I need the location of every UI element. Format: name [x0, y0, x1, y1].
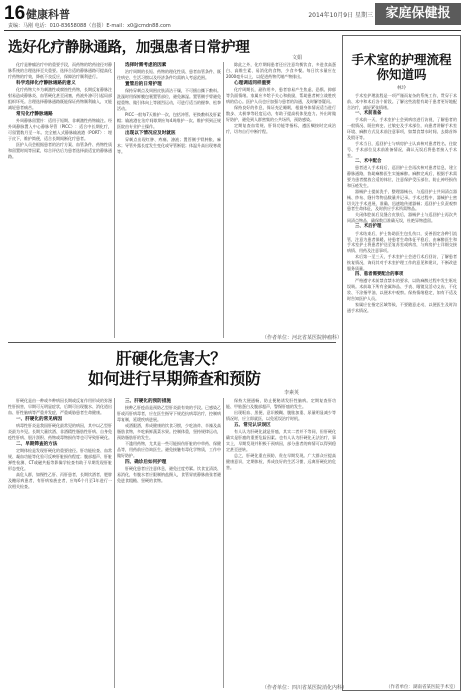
- paragraph: 手术当日，巡回护士与病房护士认真核对患者姓名、住院号、手术部位及术前准备情况，确认无误后将患者接入手术室。: [347, 140, 457, 158]
- subheading: 常见化疗静脉通路: [16, 112, 53, 117]
- paragraph: 除此之外，化疗期间患者还应注意均衡饮食，多进食高蛋白、高维生素、易消化的食物，少食多餐。每日饮水量应在2000毫升以上，以促进药物代谢产物排出。: [226, 62, 336, 79]
- article1-credit: （作者单位：河北省某医院肿瘤科）: [262, 335, 343, 341]
- paragraph: 术后第一至三天，手术室护士会进行术后回访，了解患者恢复情况，询问其对手术室护理工作的意见和建议，不断改进服务质量。: [347, 254, 457, 272]
- paragraph: 保持良好的作息，保证充足睡眠，根据身体情况适当进行散步、太极拳等轻度运动，有助于提高机体免疫力。外出时做好防护，避免到人群密集的公共场所，预防感染。: [226, 105, 336, 122]
- article1-column-3: [226, 62, 336, 332]
- column-divider: [114, 398, 115, 688]
- column-divider: [223, 398, 224, 688]
- paragraph: 科学选择化疗静脉通路的意义 化疗药物大多为刺激性或腐蚀性药物，长期反复静脉注射易造成静脉炎、血管硬化甚至闭塞，药液外渗可引起局部组织坏死。合理选择静脉通路既能保证药物顺利输入，又能减轻患者痛苦。: [8, 81, 112, 110]
- paragraph: 定期复查血常规、肝肾功能等指标，遵医嘱按时完成治疗，切勿自行中断疗程。: [226, 123, 336, 134]
- paragraph: 常见化疗静脉通路 外周静脉留置针：适用于短期、非刺激性药物输注。经外周静脉置入中心静脉导管（PICC）：适合中长期化疗，可留置数月至一年。完全植入式静脉输液港（PORT）：埋于皮下，维护简便，适合长期间断化疗患者。: [8, 112, 112, 141]
- paragraph: 关闭体腔前后及缝合皮肤后，器械护士与巡回护士再次共同清点物品，确保数目准确无误，杜绝异物遗留。: [347, 212, 457, 224]
- paragraph: 戒酒限酒，养成健康的饮食习惯，少吃油炸、辛辣及高脂肪食物，多吃新鲜蔬菜水果。控制体重，坚持规律运动，预防脂肪肝的发生。: [117, 423, 221, 440]
- paragraph: 一、肝硬化的常见病因 病毒性肝炎是我国肝硬化最常见的病因，其中以乙型肝炎最为多见。长期大量饮酒、非酒精性脂肪性肝病、自身免疫性肝病、胆汁淤积、药物或毒物损伤等也可导致肝硬化。: [8, 417, 112, 440]
- paragraph: 不滥用药物，尤其是一些可能损伤肝脏的中草药、保健品等，用药前应咨询医生。避免接触有毒化学物质，工作中做好防护。: [117, 441, 221, 458]
- subheading: 科学选择化疗静脉通路的意义: [16, 81, 76, 86]
- sidebar-title: [345, 52, 458, 82]
- subheading: 二、早期筛查的方法: [16, 442, 58, 447]
- paragraph: 保持大便通畅，防止便秘诱发肝性脑病。定期复查肝功能、甲胎蛋白及腹部超声，警惕肝癌的发生。: [226, 398, 336, 409]
- subheading: 二、术中配合: [355, 158, 382, 164]
- paragraph: 出现呕血、黑便、意识模糊、腹胀加重、尿量明显减少等情况时，应立即就医，以免延误治疗时机。: [226, 410, 336, 421]
- subheading: 置管后的日常护理: [125, 82, 162, 87]
- subheading: 选择时需考虑的因素: [125, 63, 167, 68]
- paragraph: 二、早期筛查的方法 定期体检是发现肝硬化的重要途径。肝功能检查、血常规、凝血功能等化验可反映肝脏损伤程度；腹部超声、肝脏弹性检测、CT或磁共振等影像学检查有助于早期发现肝脏形态变化。: [8, 442, 112, 471]
- sidebar-credit: （作者单位：湖南省某医院手术室）: [386, 685, 458, 690]
- paragraph: PICC一般每7天维护一次，包括冲管、更换敷料及肝素帽；输液港在治疗间歇期应每4周维护一次。维护须到正规医院由专业护士操作。: [117, 112, 221, 129]
- paragraph: 出现以下情况应及时就医 穿刺点出现红肿、疼痛、渗液；置管侧手臂肿胀、麻木；导管外露长度发生变化或导管断裂；体温升高出现寒战等。: [117, 131, 221, 154]
- paragraph: 四、患者需要配合的事项 严格遵守术前禁食禁水的要求，以防麻醉过程中发生呕吐误吸。术前取下所有金属饰品、手表、眼镜及活动义齿，不化妆、不涂指甲油，以便术中观察。保持情绪稳定，如有不适及时告知医护人员。: [347, 271, 457, 302]
- article-divider: [8, 342, 336, 343]
- article1-column-1: [8, 62, 112, 338]
- paragraph: 五、常见认识误区 有人认为肝硬化就是肝癌，其实二者并不等同，但肝硬化确实是肝癌的重要危险因素。也有人认为肝硬化无法治疗，事实上，早期发现并积极干预病因，部分患者的病情可以得到稳定甚至逆转。: [226, 423, 336, 452]
- page-header: [4, 3, 461, 31]
- subheading: 四、确诊后如何护理: [125, 460, 167, 465]
- paragraph: 置管后的日常护理 保持穿刺点及周围皮肤清洁干燥，不可擅自撕下敷料。洗澡时用保鲜膜包裹置管部位，避免淋湿。置管侧手臂避免提重物、做引体向上等剧烈运动，可进行适当的握拳、松拳活动。: [117, 82, 221, 111]
- paragraph: 肝硬化是由一种或多种病因长期或反复作用形成的弥漫性肝损害，早期可无明显症状，后期可出现腹水、消化道出血、肝性脑病等严重并发症，严重威胁患者生命健康。: [8, 398, 112, 415]
- page-number: 16: [4, 3, 26, 24]
- column-divider: [223, 62, 224, 338]
- paragraph: 手术室护理流程是一项严谨而复杂的系统工作，贯穿于术前、术中和术后各个阶段。了解这些流程有助于患者更好地配合治疗，减轻紧张情绪。: [347, 93, 457, 110]
- article1-author: 文娟: [292, 55, 303, 61]
- article2-title-line2: 如何进行早期筛查和预防: [88, 369, 261, 388]
- paragraph: 四、确诊后如何护理 肝硬化患者应注意休息，避免过度劳累。饮食宜清淡、易消化，有腹水者应限制钠盐摄入，食管胃底静脉曲张者避免进食粗糙、坚硬的食物。: [117, 460, 221, 483]
- subheading: 三、术后护理: [355, 224, 382, 230]
- paragraph: 医护人员会根据患者的治疗方案、血管条件、药物性质和留置时间等因素，综合评估后为患者选择最适宜的静脉通路。: [8, 142, 112, 159]
- header-rule: [4, 30, 461, 31]
- paragraph: 一、术前准备 手术前一天，手术室护士会到病房进行访视，了解患者的一般情况、既往病史、过敏史及手术部位，向患者讲解手术室环境、麻醉方式及术前注意事项，如禁食禁水时间、去除首饰及假牙等。: [347, 110, 457, 140]
- article1-column-2: [117, 62, 221, 338]
- paragraph: 心理调适同样重要 化疗周期长，副作用多，患者容易产生焦虑、恐惧、抑郁等负面情绪。家属应多给予关心和鼓励，帮助患者树立战胜疾病的信心。医护人员也应加强与患者的沟通，及时解答疑问。: [226, 81, 336, 104]
- paragraph: 化疗是肿瘤治疗中的重要手段，而药物的给药途径对静脉系统的合理选择至关重要。选择合适的静脉通路可提高化疗药物的疗效，降低不良反应，保障治疗顺利进行。: [8, 62, 112, 79]
- paragraph: 总之，肝硬化重在预防，贵在早期发现。广大群众应提高健康意识，定期体检，养成良好的生活习惯，远离肝硬化的危害。: [226, 453, 336, 470]
- subheading: 四、患者需要配合的事项: [355, 271, 404, 277]
- sidebar-title-line1: 手术室的护理流程: [351, 52, 452, 67]
- paragraph: 选择时需考虑的因素 治疗周期的长短、药物的理化性质、患者血管条件、既往病史、生活习惯以及经济条件均需纳入考虑范围。: [117, 63, 221, 80]
- subheading: 五、常见认识误区: [234, 423, 271, 428]
- sidebar-title-line2: 你知道吗: [376, 67, 427, 82]
- subheading: 一、术前准备: [355, 110, 382, 116]
- sidebar-author: 林玲: [397, 86, 406, 91]
- paragraph: 器械护士提前洗手，整理器械台，与巡回护士共同清点器械、纱布、缝针等物品数量并记录。手术过程中，器械护士密切关注手术进展，准确、迅速地传递器械；巡回护士负责观察患者生命体征，及时供应手术所需物品。: [347, 188, 457, 212]
- paragraph: 三、术后护理 手术结束后，护士协助医生包扎伤口，妥善固定各种引流管，注意为患者保暖。待患者生命体征平稳后，由麻醉医生和手术室护士将患者护送至复苏室或病房，与病房护士详细交接病情、用药及注意事项。: [347, 224, 457, 254]
- paragraph: 二、术中配合 患者进入手术间后，巡回护士会再次核对患者信息，建立静脉通路，协助麻醉医生实施麻醉。麻醉完成后，根据手术需要为患者摆放合适的体位，注意保护受压部位，防止神经损伤和压疮发生。: [347, 158, 457, 188]
- article1-title: 选好化疗静脉通路，加强患者日常护理: [8, 39, 250, 56]
- article2-title-line1: 肝硬化危害大？: [116, 349, 226, 368]
- subheading: 三、肝硬化的预防措施: [125, 399, 171, 404]
- newspaper-brand: 家庭保健报: [375, 3, 461, 25]
- section-name: 健康科普: [26, 8, 70, 21]
- article2-credit: （作者单位：四川省某医院消化内科）: [262, 685, 348, 691]
- paragraph: 三、肝硬化的预防措施 接种乙肝疫苗是预防乙型肝炎最有效的手段。已感染乙肝或丙肝病毒者，应在医生指导下规范抗病毒治疗，控制病毒复制，延缓疾病进展。: [117, 399, 221, 422]
- editor-info: 责编：马刚 电话：010-83658088（直拨）E-mail：x0@cmdn88.com: [8, 23, 171, 29]
- subheading: 一、肝硬化的常见病因: [16, 417, 62, 422]
- issue-date: 2014年10月9日 星期三: [308, 12, 373, 19]
- subheading: 心理调适同样重要: [234, 81, 271, 86]
- article2-author: 李素英: [284, 390, 300, 396]
- article2-column-2: [117, 398, 221, 688]
- article2-column-1: [8, 398, 112, 688]
- sidebar-column: [347, 93, 457, 685]
- column-divider: [114, 62, 115, 338]
- subheading: 出现以下情况应及时就医: [125, 131, 176, 136]
- article2-column-3: [226, 398, 336, 682]
- paragraph: 高危人群，如慢性乙肝、丙肝患者，长期饮酒者，肥胖及糖尿病患者，有肝病家族史者，应每6个月至1年进行一次相关检查。: [8, 472, 112, 489]
- paragraph: 家属应在指定区域等候，不要随意走动，以便医生及时沟通手术情况。: [347, 302, 457, 313]
